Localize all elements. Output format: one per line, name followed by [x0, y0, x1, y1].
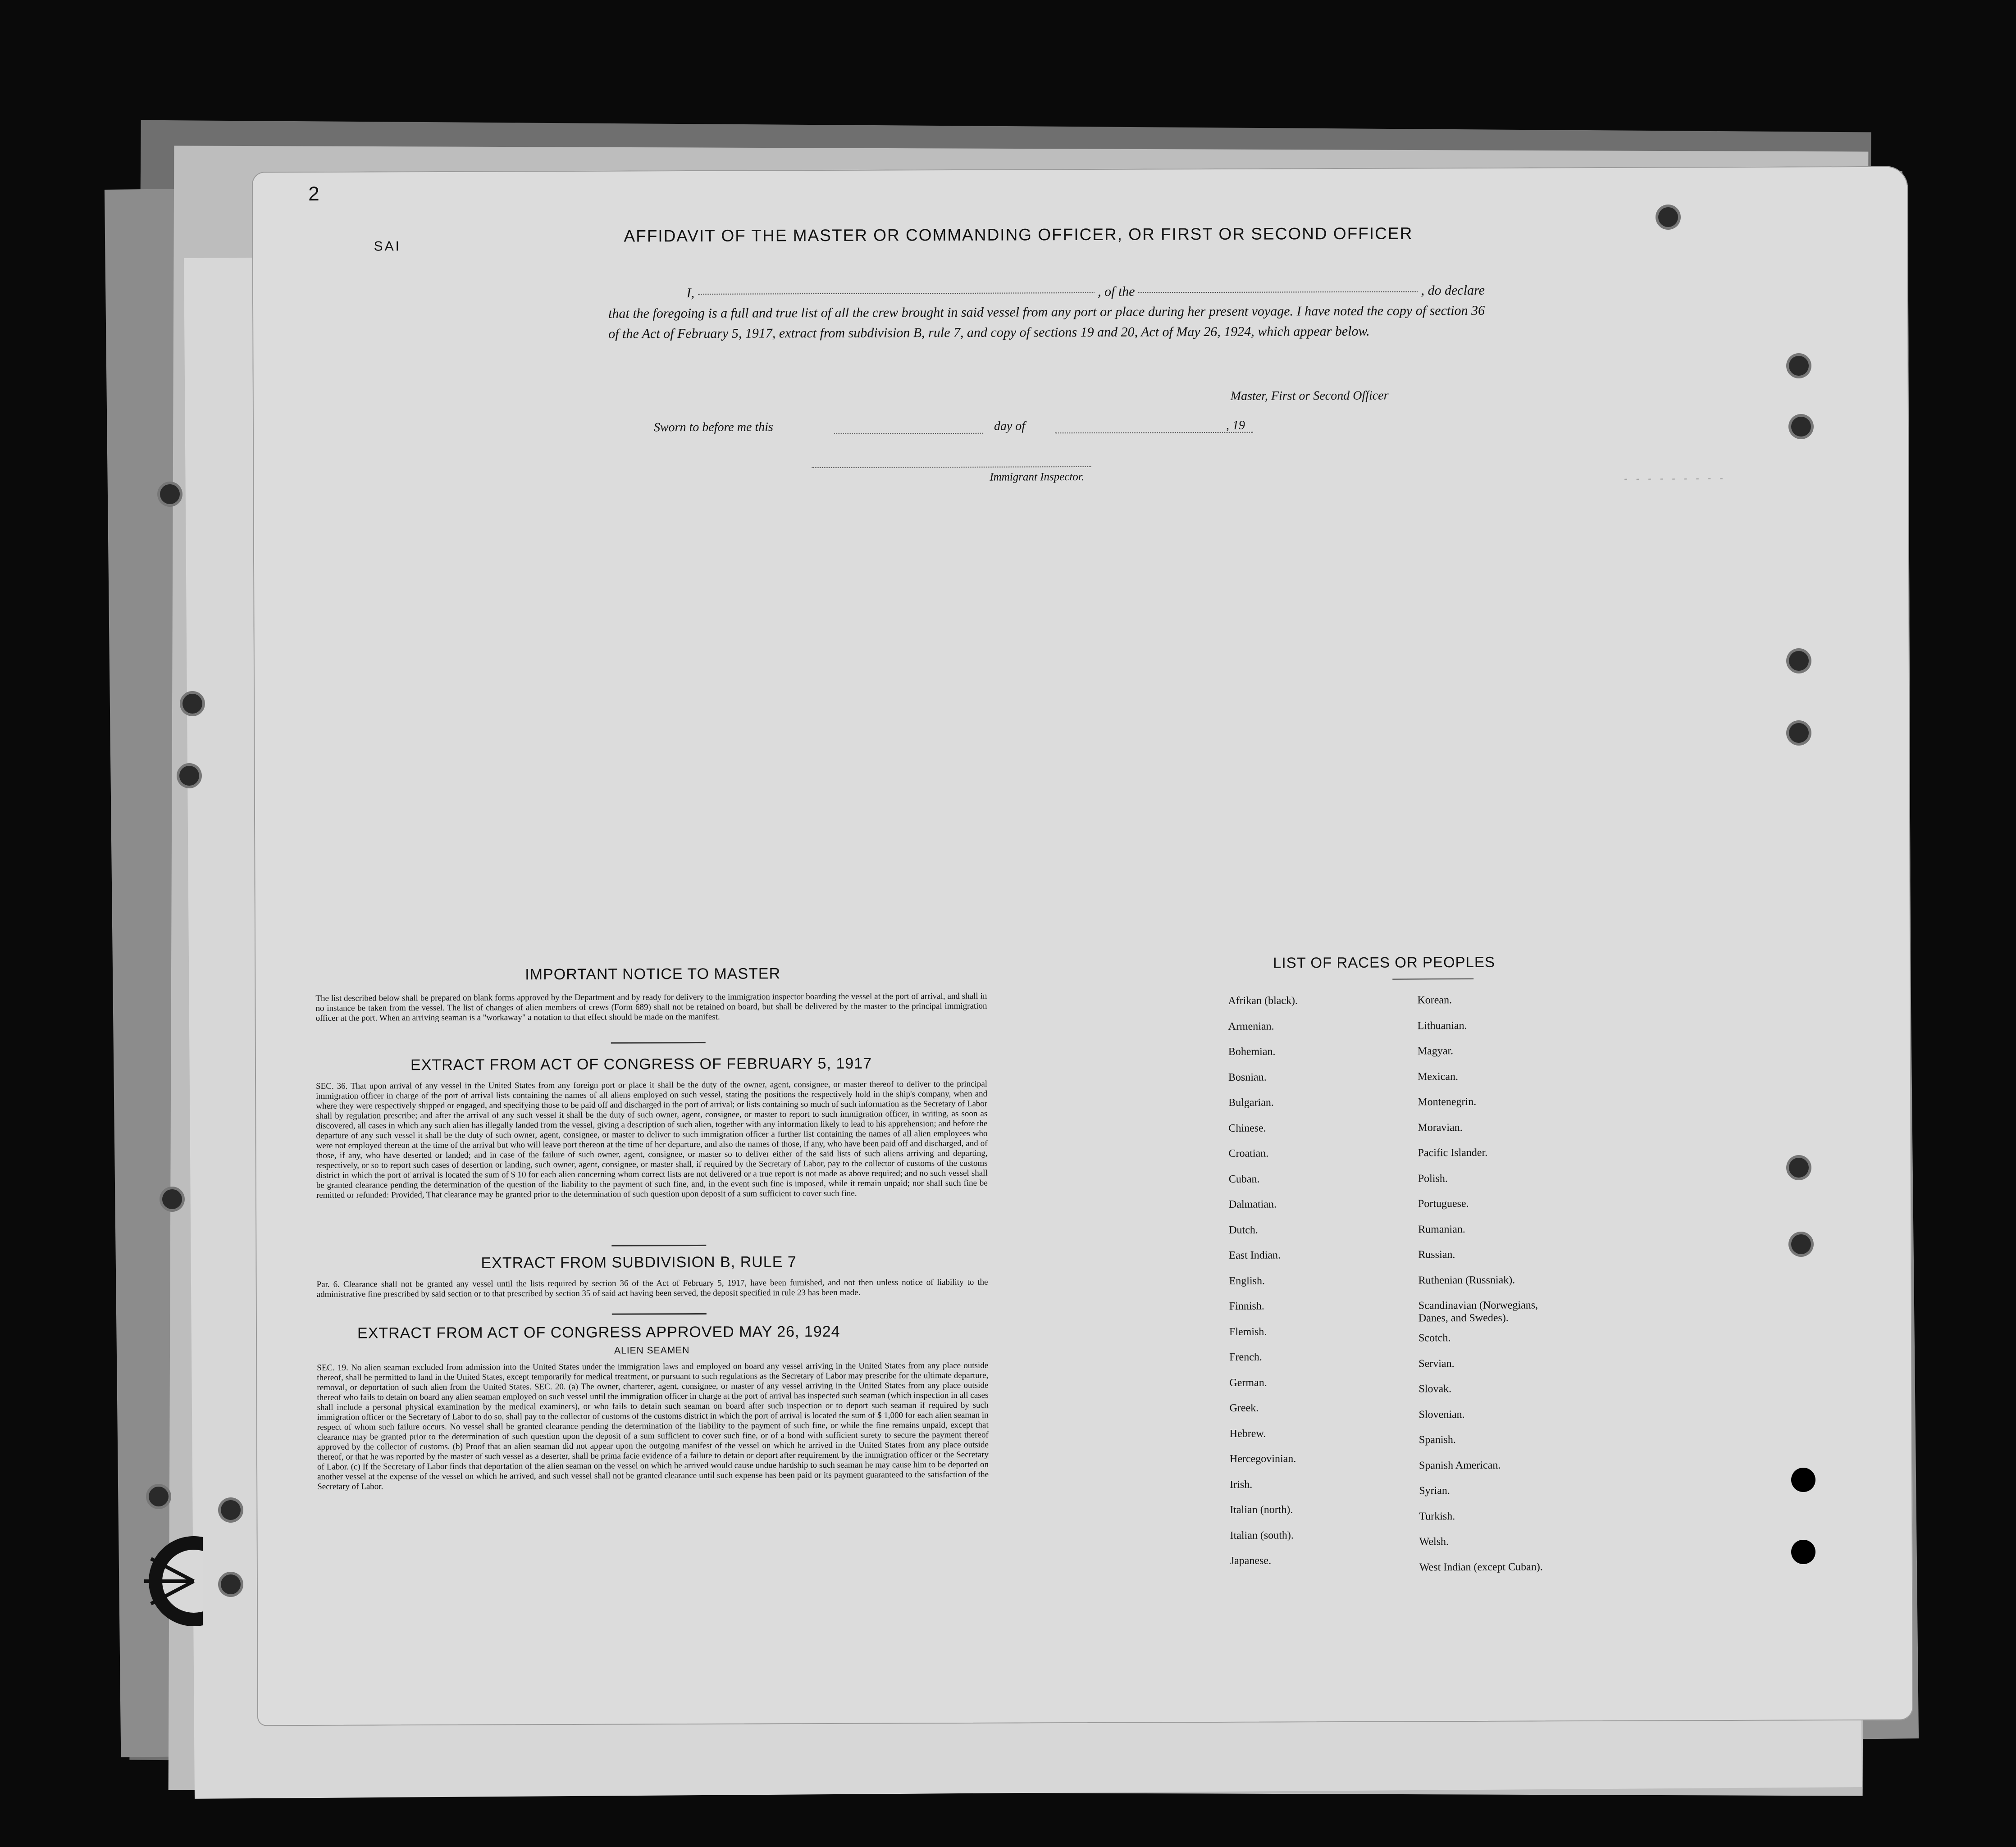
rule7-title: EXTRACT FROM SUBDIVISION B, RULE 7 — [481, 1253, 797, 1272]
race-item-left: Cuban. — [1228, 1173, 1260, 1185]
race-item-right: Slovak. — [1418, 1383, 1452, 1395]
race-item-left: Italian (south). — [1230, 1529, 1294, 1542]
race-item-right: Lithuanian. — [1417, 1019, 1467, 1032]
races-left-column — [1228, 987, 1410, 1574]
race-item-left: Bohemian. — [1228, 1046, 1276, 1058]
punch-hole — [1789, 723, 1809, 743]
extract-1917-text: SEC. 36. That upon arrival of any vessel in the United States from any foreign port or place it shall be the duty of the owner, agent, consignee, or master thereof to deliver to the principal immigration officer in charge of the port of arrival lists containing the names of all aliens employed on such vessel, stating the positions the respectively hold in the ship's company, when and where they were respectively shipped or engaged, and specifying those to be paid off and discharged in the port of arrival; or lists containing so much of such information as the Secretary of Labor shall by regulation prescribe; and after the arrival of any such vessel it shall be the duty of such owner, agent, consignee, or master to report to such immigration officer, in writing, as soon as discovered, all cases in which any such alien has illegally landed from the vessel, giving a description of such alien, together with any information likely to lead to his apprehension; and before the departure of any such vessel it shall be the duty of such owner, agent, consignee, or master to deliver to such immigration officer a further list containing the names of all alien employees who were not employed thereon at the time of the arrival but who will leave port thereon at the time of her departure, and also the names of those, if any, who have been paid off and discharged, and of those, if any, who have deserted or landed; and in case of the failure of such owner, agent, consignee, or master so to deliver either of the said lists of such aliens arriving and departing, respectively, or so to report such cases of desertion or landing, such owner, agent, consignee, or master shall, if required by the Secretary of Labor, pay to the collector of customs of the customs district in which the port of arrival is located the sum of $ 10 for each alien concerning whom correct lists are not delivered or a true report is not made as above required; and no such vessel shall be granted clearance pending the determination of the question of the liability to the payment of such fine, and, in the event such fine is imposed, while it remain unpaid; nor shall such fine be remitted or refunded: Provided, That clearance may be granted prior to the determination of such question upon deposit of a sum sufficient to cover such fine. — [316, 1079, 988, 1200]
race-item-right: Mexican. — [1417, 1070, 1459, 1083]
race-item-left: Flemish. — [1229, 1326, 1267, 1338]
race-item-left: Afrikan (black). — [1228, 995, 1298, 1007]
day-of-label: day of — [994, 419, 1026, 433]
punch-hole — [221, 1574, 241, 1594]
race-item-left: Bosnian. — [1228, 1071, 1267, 1083]
divider — [611, 1042, 706, 1044]
affidavit-title: AFFIDAVIT OF THE MASTER OR COMMANDING OFFICER, OR FIRST OR SECOND OFFICER — [624, 224, 1413, 246]
race-item-right: West Indian (except Cuban). — [1419, 1560, 1543, 1573]
punch-hole — [1658, 207, 1678, 227]
sworn-date-field[interactable] — [834, 433, 983, 434]
race-item-left: Dutch. — [1229, 1224, 1258, 1236]
vessel-field[interactable] — [1138, 291, 1418, 293]
race-item-right: Welsh. — [1419, 1536, 1449, 1548]
form-code: SAI — [374, 239, 401, 254]
extract-1924-text: SEC. 19. No alien seaman excluded from admission into the United States under the immigration laws and employed on board any vessel arriving in the United States from any place outside thereof, shall be permitted to land in the United States, except temporarily for medical treatment, or pursuant to such regulations as the Secretary of Labor may prescribe for the ultimate departure, removal, or deportation of such alien from the United States. SEC. 20. (a) The owner, charterer, agent, consignee, or master of any vessel arriving in the United States from any place outside thereof who fails to detain on board any alien seaman employed on such vessel until the immigration officer in charge at the port of arrival has inspected such seaman (which inspection in all cases shall include a personal physical examination by the medical examiners), or who fails to detain such seaman on board after such inspection or to deport such seaman if required by such immigration officer or the Secretary of Labor to do so, shall pay to the collector of customs of the customs district in which the port of arrival is located the sum of $ 1,000 for each alien seaman in respect of whom such failure occurs. No vessel shall be granted clearance pending the determination of the liability to the payment of such fine, or while the fine remains unpaid, except that clearance may be granted prior to the determination of such question upon the deposit of a sum sufficient to cover such fine, or of a bond with sufficient surety to secure the payment thereof approved by the collector of customs. (b) Proof that an alien seaman did not appear upon the outgoing manifest of the vessel on which he arrived in the United States from any place outside thereof, or that he was reported by the master of such vessel as a deserter, shall be prima facie evidence of a failure to detain or deport after requirement by the immigration officer or the Secretary of Labor. (c) If the Secretary of Labor finds that deportation of the alien seaman on the vessel on which he arrived would cause undue hardship to such seaman he may cause him to be deported on another vessel at the expense of the vessel on which he arrived, and such vessel shall not be granted clearance until such expense has been paid or its payment guaranteed to the satisfaction of the Secretary of Labor. — [317, 1360, 989, 1492]
inspector-signature-field[interactable] — [812, 466, 1091, 468]
race-item-left: Irish. — [1230, 1479, 1253, 1491]
affidavit-text — [608, 280, 1485, 344]
race-item-left: English. — [1229, 1275, 1265, 1287]
punch-hole — [149, 1487, 169, 1506]
race-item-left: French. — [1229, 1351, 1262, 1363]
punch-hole — [1791, 1234, 1811, 1254]
punch-hole — [182, 694, 202, 714]
divider — [612, 1313, 707, 1315]
race-item-right: Polish. — [1418, 1172, 1448, 1184]
race-item-left: Greek. — [1229, 1402, 1259, 1414]
race-item-left: Hebrew. — [1229, 1428, 1266, 1440]
binder-rivet — [1791, 1540, 1815, 1564]
punch-hole — [1789, 1158, 1809, 1178]
seal-emblem — [135, 1523, 203, 1640]
sworn-label: Sworn to before me this — [653, 420, 773, 435]
master-signature-label: Master, First or Second Officer — [1230, 388, 1389, 403]
page-number: 2 — [308, 182, 319, 205]
divider — [611, 1245, 706, 1246]
affidavit-i-label: I, — [686, 285, 695, 301]
race-item-left: German. — [1229, 1377, 1267, 1389]
race-item-left: Hercegovinian. — [1229, 1453, 1296, 1465]
race-item-right: Scotch. — [1418, 1332, 1451, 1344]
race-item-right: Montenegrin. — [1418, 1096, 1477, 1108]
affidavit-declare-label: , do declare — [1421, 282, 1485, 298]
race-item-left: Chinese. — [1228, 1122, 1266, 1134]
race-item-right: Pacific Islander. — [1418, 1146, 1488, 1159]
notice-title: IMPORTANT NOTICE TO MASTER — [525, 965, 781, 983]
divider — [1392, 978, 1473, 980]
extract-1917-title: EXTRACT FROM ACT OF CONGRESS OF FEBRUARY 5, 1917 — [410, 1055, 872, 1074]
race-item-left: East Indian. — [1229, 1249, 1281, 1261]
races-right-column — [1417, 987, 1627, 1580]
binder-rivet — [1791, 1468, 1815, 1492]
punch-hole — [1789, 356, 1809, 376]
race-item-right: Russian. — [1418, 1249, 1455, 1261]
race-item-right: Magyar. — [1417, 1045, 1454, 1057]
affidavit-of-the-label: , of the — [1098, 284, 1135, 299]
race-item-right: Slovenian. — [1418, 1408, 1465, 1420]
race-item-right: Turkish. — [1419, 1510, 1455, 1522]
race-item-left: Italian (north). — [1230, 1504, 1293, 1516]
race-item-left: Croatian. — [1228, 1147, 1269, 1160]
rule7-text: Par. 6. Clearance shall not be granted any vessel until the lists required by section 36 of the Act of February 5, 1917, have been furnished, and not then unless notice of liability to the administrative fine prescribed by said section or to that prescribed by section 35 of said act having been served, the deposit specified in rule 23 has been made. — [316, 1277, 988, 1299]
punch-hole — [160, 484, 180, 504]
race-item-right: Spanish. — [1418, 1434, 1456, 1446]
extract-1924-title: EXTRACT FROM ACT OF CONGRESS APPROVED MAY 26, 1924 — [357, 1323, 840, 1342]
race-item-right: Rumanian. — [1418, 1223, 1465, 1235]
punch-hole — [221, 1500, 241, 1520]
race-item-left: Bulgarian. — [1228, 1096, 1274, 1109]
race-item-right: Korean. — [1417, 994, 1452, 1006]
race-item-right: Scandinavian (Norwegians, Danes, and Swedes). — [1418, 1299, 1538, 1324]
races-title: LIST OF RACES OR PEOPLES — [1273, 953, 1496, 971]
race-item-right: Ruthenian (Russniak). — [1418, 1274, 1515, 1286]
race-item-right: Portuguese. — [1418, 1198, 1469, 1210]
affidavit-declare-line — [608, 280, 1485, 304]
race-item-right: Moravian. — [1418, 1121, 1463, 1133]
punch-hole — [1791, 417, 1811, 437]
inspector-label: Immigrant Inspector. — [990, 470, 1085, 483]
race-item-left: Japanese. — [1230, 1555, 1272, 1567]
race-item-left: Finnish. — [1229, 1300, 1264, 1312]
race-item-left: Dalmatian. — [1228, 1198, 1277, 1210]
punch-hole — [179, 766, 199, 786]
race-item-left: Armenian. — [1228, 1020, 1274, 1033]
manifest-form-sheet — [252, 166, 1913, 1726]
notice-text: The list described below shall be prepared on blank forms approved by the Department and by ready for delivery to the immigration inspector boarding the vessel at the port of arrival, and shall in no instance be taken from the vessel. The list of changes of alien members of crews (Form 689) shall not be retained on board, but shall be delivered by the master to the principal immigration officer at the port. When an arriving seaman is a "workaway" a notation to that effect should be made on the manifest. — [315, 991, 987, 1023]
race-item-right: Spanish American. — [1418, 1459, 1501, 1471]
affidavit-body: that the foregoing is a full and true list of all the crew brought in said vessel from any port or place during her present voyage. I have noted the copy of section 36 of the Act of February 5, 1917, extract from subdivision B, rule 7, and copy of sections 19 and 20, Act of May 26, 1924, which appear below. — [608, 303, 1485, 341]
race-item-right: Syrian. — [1419, 1485, 1450, 1497]
extract-1924-subtitle: ALIEN SEAMEN — [614, 1345, 690, 1356]
race-item-right: Servian. — [1418, 1357, 1455, 1369]
name-field[interactable] — [698, 292, 1095, 295]
sworn-month-field[interactable] — [1055, 432, 1253, 434]
punch-hole — [162, 1189, 182, 1209]
year-label: , 19 — [1226, 418, 1245, 432]
punch-hole — [1789, 651, 1809, 671]
bleed-through-text: - - - - - - - - - — [1623, 473, 1724, 485]
